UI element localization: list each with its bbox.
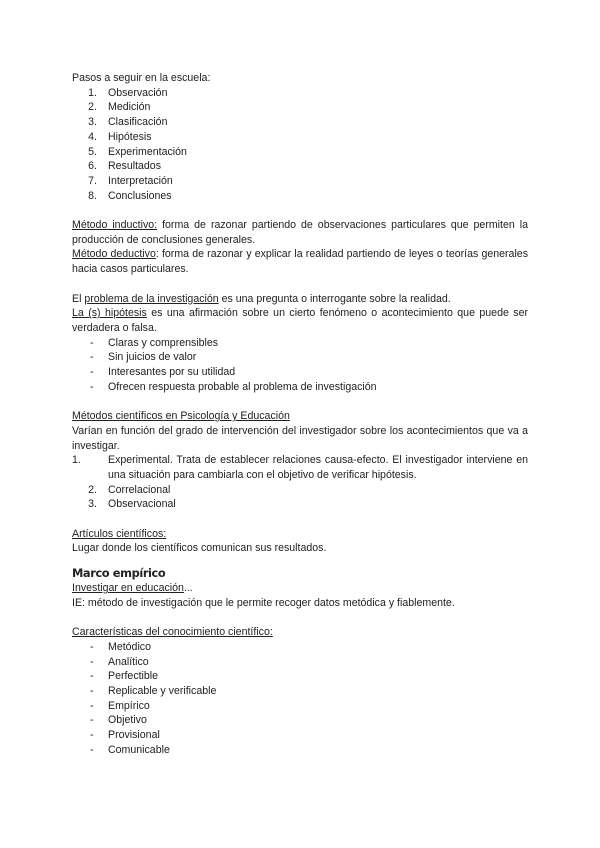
list-item: - Analítico: [90, 655, 149, 668]
list-item: - Sin juicios de valor: [90, 351, 197, 364]
ie-definition: IE: método de investigación que le permite recoger datos metódica y fiablemente.: [72, 596, 455, 609]
deductive-method-paragraph: Método deductivo: forma de razonar y explicar la realidad partiendo de leyes o teorías generales hacia casos particulares.: [72, 248, 528, 276]
list-item: 7. Interpretación: [88, 174, 173, 187]
methods-title: Métodos científicos en Psicología y Educación: [72, 410, 290, 423]
list-item: 3. Observacional: [88, 498, 176, 511]
list-item: 1. Experimental. Trata de establecer relaciones causa-efecto. El investigador interviene en una situación para cambiarla con el objetivo de verificar hipótesis.: [72, 454, 528, 481]
problem-term: problema de la investigación: [84, 292, 219, 305]
list-item: - Provisional: [90, 729, 160, 742]
list-item: - Metódico: [90, 640, 151, 653]
list-item: 4. Hipótesis: [88, 130, 152, 143]
steps-list: [72, 86, 528, 204]
hypothesis-traits-list: [72, 336, 528, 395]
list-item: - Interesantes por su utilidad: [90, 366, 236, 379]
hypothesis-paragraph: La (s) hipótesis es una afirmación sobre un cierto fenómeno o acontecimiento que puede ser verdadera o falsa.: [72, 307, 528, 334]
list-item: - Empírico: [90, 699, 150, 712]
list-item: 2. Medición: [88, 101, 151, 114]
investigate-term: Investigar en educación: [72, 582, 184, 595]
section-heading: Marco empírico: [72, 566, 166, 581]
deductive-term: Método deductivo: [72, 248, 156, 261]
hypothesis-term: La (s) hipótesis: [72, 307, 147, 320]
methods-paragraph: Varían en función del grado de intervención del investigador sobre los acontecimientos que va a investigar.: [72, 424, 528, 452]
inductive-term: Método inductivo:: [72, 219, 158, 232]
characteristics-title: Características del conocimiento científico:: [72, 626, 273, 639]
document-content: [72, 71, 528, 758]
articles-title: Artículos científicos:: [72, 527, 167, 540]
investigate-line: Investigar en educación...: [72, 582, 193, 595]
list-item: 6. Resultados: [88, 160, 161, 173]
list-item: - Perfectible: [90, 670, 159, 683]
list-item: 5. Experimentación: [88, 145, 187, 158]
list-item: - Objetivo: [90, 714, 147, 727]
list-item: 3. Clasificación: [88, 116, 168, 129]
list-item: 8. Conclusiones: [88, 189, 172, 202]
methods-list: [72, 453, 528, 512]
problem-paragraph: El problema de la investigación es una pregunta o interrogante sobre la realidad.: [72, 292, 451, 305]
list-item: - Replicable y verificable: [90, 685, 217, 698]
list-item: 2. Correlacional: [88, 483, 171, 496]
list-item: 1. Observación: [88, 86, 168, 99]
list-item: - Comunicable: [90, 743, 170, 756]
articles-text: Lugar donde los científicos comunican sus resultados.: [72, 542, 327, 555]
list-item: - Ofrecen respuesta probable al problema de investigación: [90, 380, 377, 393]
list-item: - Claras y comprensibles: [90, 336, 219, 349]
characteristics-list: [72, 640, 528, 758]
inductive-method-paragraph: Método inductivo: forma de razonar partiendo de observaciones particulares que permiten la producción de conclusiones generales.: [72, 219, 528, 246]
steps-intro: Pasos a seguir en la escuela:: [72, 72, 211, 84]
